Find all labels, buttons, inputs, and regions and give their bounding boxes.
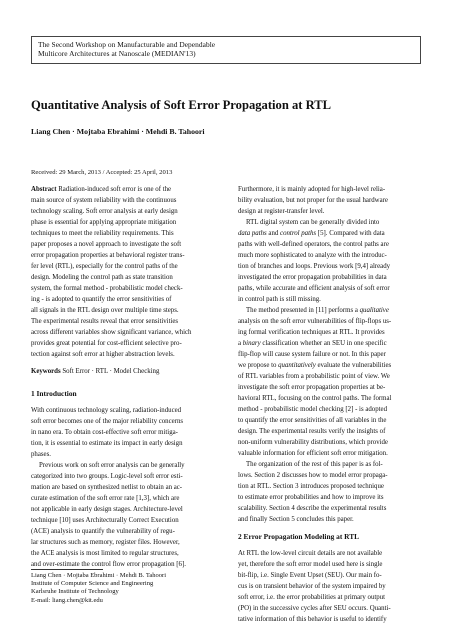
affiliation-line: Institute of Computer Science and Engineering	[31, 580, 154, 588]
workshop-line-2: Multicore Architectures at Nanoscale (MEDIAN'13)	[38, 49, 196, 59]
body-line: paths with well-defined operators, the control paths are	[238, 241, 389, 248]
body-line: a binary classification whether an SEU in one specific	[238, 340, 387, 347]
body-line: much more sophisticated to analyze with the introduc-	[238, 252, 387, 259]
body-line: cus is on transient behavior of the system impaired by	[238, 583, 386, 590]
affiliation-line: Karlsruhe Institute of Technology	[31, 588, 119, 596]
intro-line: lar structures such as memory, register files. However,	[31, 539, 180, 546]
intro-line: (ACE) analysis to quantify the vulnerability of regu-	[31, 528, 175, 535]
abstract-line: main source of system reliability with the continuous	[31, 197, 177, 204]
intro-line: categorized into two groups. Logic-level soft error esti-	[31, 473, 183, 480]
abstract-line: paper proposes a novel approach to investigate the soft	[31, 241, 182, 248]
body-line: to estimate error probabilities and how to improve its	[238, 494, 384, 501]
body-line: yet, therefore the soft error model used here is single	[238, 561, 383, 568]
intro-line: With continuous technology scaling, radiation-induced	[31, 407, 182, 414]
affiliation-line: Liang Chen · Mojtaba Ebrahimi · Mehdi B. Tahoori	[31, 572, 166, 579]
body-line: bit-flip, i.e. Single Event Upset (SEU). Our main fo-	[238, 572, 382, 579]
body-line: analysis on the soft error vulnerabilities of flip-flops us-	[238, 318, 392, 325]
intro-line: phases.	[31, 451, 51, 458]
abstract-label: Abstract	[31, 186, 57, 193]
body-line: bility evaluation, but not proper for the usual hardware	[238, 197, 388, 204]
author-affiliation	[31, 572, 220, 605]
body-line: of RTL variables from a probabilistic point of view. We	[238, 373, 390, 380]
abstract-line: all signals in the RTL design over multiple time steps.	[31, 307, 179, 314]
left-column	[31, 184, 220, 570]
intro-line: curate estimation of the soft error rate [1,3], which are	[31, 495, 180, 502]
body-line: At RTL the low-level circuit details are not available	[238, 550, 383, 557]
body-line: investigate the soft error propagation properties at be-	[238, 384, 386, 391]
workshop-header-box	[31, 36, 421, 64]
body-line: (PO) in the successive cycles after SEU occurs. Quanti-	[238, 605, 391, 612]
body-line: data paths and control paths [5]. Compared with data	[238, 230, 385, 237]
body-line: design. The experimental results verify the insights of	[238, 428, 386, 435]
body-line: ing formal verification techniques at RTL. It provides	[238, 329, 385, 336]
body-line: Furthermore, it is mainly adopted for high-level relia-	[238, 186, 386, 193]
intro-line: technique [10] uses Architecturally Correct Execution	[31, 517, 179, 524]
intro-line: mation are based on synthesized netlist to obtain an ac-	[31, 484, 183, 491]
body-line: RTL digital system can be generally divided into	[246, 219, 380, 226]
intro-line: in nano era. To obtain cost-effective soft error mitiga-	[31, 429, 178, 436]
intro-line: tion, it is essential to estimate its impact in early design	[31, 440, 183, 447]
section-2-heading: 2 Error Propagation Modeling at RTL	[238, 532, 360, 541]
abstract-line: system, the formal method - probabilistic model check-	[31, 285, 183, 292]
body-line: paths, while accurate and efficient analysis of soft error	[238, 285, 390, 292]
paper-title: Quantitative Analysis of Soft Error Propagation at RTL	[31, 98, 332, 112]
section-1-heading: 1 Introduction	[31, 389, 77, 398]
body-line: The method presented in [11] performs a qualitative	[246, 307, 389, 314]
body-line: tative information of this behavior is useful to identify	[238, 616, 387, 623]
body-line: we propose to quantitatively evaluate the vulnerabilities	[238, 362, 392, 369]
abstract-line: tection against soft error at higher abstraction levels.	[31, 351, 175, 358]
body-line: method - probabilistic model checking [2] - is adopted	[238, 406, 388, 413]
intro-line: the ACE analysis is most limited to regular structures,	[31, 550, 179, 557]
body-line: in control path is still missing.	[238, 296, 321, 303]
body-line: tion at RTL. Section 3 introduces proposed technique	[238, 483, 384, 490]
abstract-line: design. Modeling the control path as state transition	[31, 274, 173, 281]
body-line: lows. Section 2 discusses how to model error propaga-	[238, 472, 388, 479]
body-line: havioral RTL, focusing on the control paths. The formal	[238, 395, 392, 402]
body-line: to quantify the error sensitivities of all variables in the	[238, 417, 387, 424]
abstract-line: Abstract Radiation-induced soft error is one of the	[31, 186, 172, 193]
intro-line: soft error becomes one of the major reliability concerns	[31, 418, 184, 425]
workshop-line-1: The Second Workshop on Manufacturable and Dependable	[38, 40, 216, 49]
body-line: design at register-transfer level.	[238, 208, 325, 215]
body-line: tion of branches and loops. Previous work [9,4] already	[238, 263, 391, 270]
keywords-line	[31, 366, 220, 377]
body-line: soft error, i.e. the error probabilities at primary output	[238, 594, 386, 601]
abstract-line: ing - is adopted to quantify the error sensitivities of	[31, 296, 172, 303]
affiliation-email: E-mail: liang.chen@kit.edu	[31, 596, 103, 604]
keywords-text: Soft Error · RTL · Model Checking	[62, 368, 160, 375]
body-line: valuable information for efficient soft error mitigation.	[238, 450, 388, 457]
body-line: and finally Section 5 concludes this paper.	[238, 516, 354, 523]
keywords-label: Keywords	[31, 368, 61, 375]
abstract-line: across different variables show significant variance, which	[31, 329, 192, 336]
intro-line: and over-estimate the control flow error propagation [6].	[31, 561, 186, 568]
abstract-line: techniques to meet the reliability requirements. This	[31, 230, 174, 237]
body-line: The organization of the rest of this paper is as fol-	[246, 461, 383, 468]
abstract-line: The experimental results reveal that error sensitivities	[31, 318, 179, 325]
body-line: scalability. Section 4 describe the experimental results	[238, 505, 387, 512]
body-line: investigated the error propagation probabilities in data	[238, 274, 387, 281]
received-dates: Received: 29 March, 2013 / Accepted: 25 April, 2013	[31, 169, 173, 176]
footnote-rule	[31, 569, 103, 570]
intro-line: not applicable in early design stages. Architecture-level	[31, 506, 183, 513]
author-list: Liang Chen · Mojtaba Ebrahimi · Mehdi B. Tahoori	[31, 127, 205, 136]
abstract-line: error propagation properties at behavioral register trans-	[31, 252, 185, 259]
abstract-line: provides great potential for cost-efficient selective pro-	[31, 340, 182, 347]
body-line: non-uniform vulnerability distributions, which provide	[238, 439, 388, 446]
abstract-line: technology scaling. Soft error analysis at early design	[31, 208, 178, 215]
intro-line: Previous work on soft error analysis can be generally	[39, 462, 185, 469]
abstract-line: fer level (RTL), especially for the control paths of the	[31, 263, 178, 270]
right-column	[238, 184, 428, 625]
body-line: flip-flop will cause system failure or not. In this paper	[238, 351, 386, 358]
abstract-line: phase is essential for applying appropriate mitigation	[31, 219, 177, 226]
